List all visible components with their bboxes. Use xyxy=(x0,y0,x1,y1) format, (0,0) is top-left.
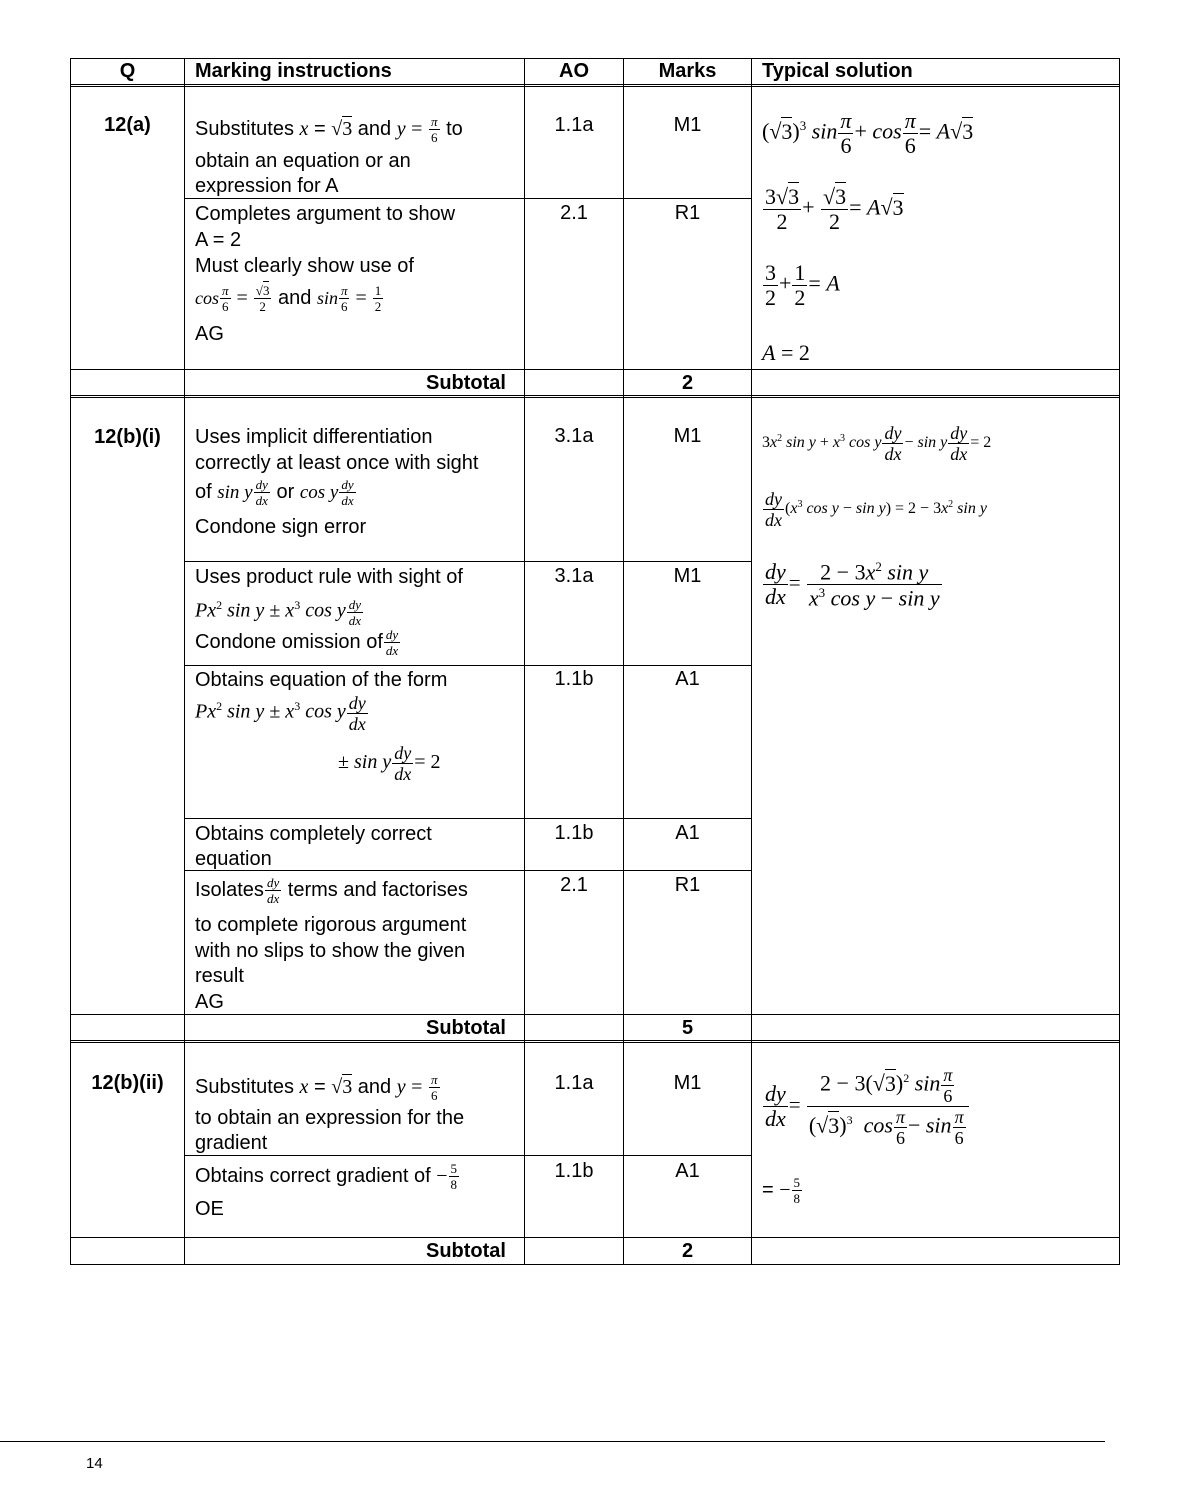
instruction-text: expression for A xyxy=(195,175,339,197)
ao-code: 3.1a xyxy=(554,565,594,587)
row-divider xyxy=(184,818,751,819)
instruction-text: Uses product rule with sight of xyxy=(195,566,463,588)
instruction-text: Substitutes x = √3 and y = $\frac{\pi}{6}$ to xyxy=(195,114,463,145)
subtotal-value: 2 xyxy=(681,372,694,394)
mark-code: A1 xyxy=(675,822,700,844)
solution-line: $\frac{3√3}{2}$ + $\frac{√3}{2}$ = A√3 xyxy=(765,184,904,234)
subtotal-top-rule xyxy=(70,1237,1120,1238)
subtotal-value: 2 xyxy=(681,1240,694,1262)
ao-code: 1.1a xyxy=(554,1072,594,1094)
instruction-text: equation xyxy=(195,848,272,870)
header-marks: Marks xyxy=(658,60,717,82)
instruction-math: Obtains correct gradient of − $\frac{5}{8}$ xyxy=(195,1161,458,1192)
instruction-text: result xyxy=(195,965,244,987)
mark-code: R1 xyxy=(674,874,701,896)
subtotal-bottom-rule xyxy=(70,1040,1120,1041)
mark-code: M1 xyxy=(673,425,702,447)
solution-line: $\frac{dy}{dx}$ ($x^3$ $\cos y - \sin y) = 2 - 3x^2$ sin y xyxy=(765,489,987,530)
instruction-text: A = 2 xyxy=(195,229,242,251)
instruction-text: AG xyxy=(195,323,224,345)
ao-code: 1.1a xyxy=(554,114,594,136)
instruction-text: with no slips to show the given xyxy=(195,940,466,962)
subtotal-bottom-rule-2 xyxy=(70,1042,1120,1043)
ao-code: 2.1 xyxy=(560,874,588,896)
subtotal-bottom-rule xyxy=(70,395,1120,396)
instruction-text: Must clearly show use of xyxy=(195,255,414,277)
row-divider xyxy=(184,1155,751,1156)
solution-line: $\frac{3}{2}$ + $\frac{1}{2}$ = A xyxy=(765,260,840,310)
solution-line: A = 2 xyxy=(762,340,810,365)
col-rule xyxy=(184,58,185,1265)
col-rule xyxy=(751,58,752,1265)
instruction-text: obtain an equation or an xyxy=(195,150,411,172)
instruction-text: Obtains equation of the form xyxy=(195,669,448,691)
subtotal-label: Subtotal xyxy=(426,372,506,394)
mark-code: A1 xyxy=(675,1160,700,1182)
ao-code: 1.1b xyxy=(554,822,594,844)
instruction-math: ± sin y $\frac{dy}{dx}$ = 2 xyxy=(338,743,441,784)
solution-line: $\frac{dy}{dx}$ = $\frac{2 - 3x^2 \sin y}{x^3 \cos y - \sin y}$ xyxy=(765,559,940,611)
footer-rule xyxy=(0,1441,1105,1442)
instruction-text: Obtains completely correct xyxy=(195,823,432,845)
subtotal-label: Subtotal xyxy=(426,1240,506,1262)
solution-line: $(√3)^3$ sin $\frac{\pi}{6}$ + cos $\frac{\pi}{6}$ = A√3 xyxy=(762,108,974,158)
instruction-math: Px$^2$ $\sin y \pm x^3$ cos y $\frac{dy}{dx}$ xyxy=(195,692,366,734)
table-border-bottom xyxy=(70,1264,1120,1265)
instruction-text: Uses implicit differentiation xyxy=(195,426,433,448)
mark-code: M1 xyxy=(673,565,702,587)
header-bottom-rule-2 xyxy=(70,86,1120,87)
mark-code: M1 xyxy=(673,114,702,136)
instruction-math: Substitutes x = √3 and y = $\frac{\pi}{6}$ xyxy=(195,1072,438,1103)
mark-code: R1 xyxy=(674,202,701,224)
solution-line: = − $\frac{5}{8}$ xyxy=(762,1175,801,1206)
instruction-text: to complete rigorous argument xyxy=(195,914,467,936)
instruction-math: Px$^2$ $\sin y \pm x^3$ cos y $\frac{dy}{dx}$ xyxy=(195,596,362,628)
instruction-text: to obtain an expression for the xyxy=(195,1107,465,1129)
header-ao: AO xyxy=(559,60,589,82)
header-bottom-rule xyxy=(70,84,1120,85)
subtotal-label: Subtotal xyxy=(426,1017,506,1039)
solution-line: $\frac{dy}{dx}$ = $2 - 3(√3)^2$ sin $\frac{\pi}{6}$ $(√3)^3$ cos $\frac{\pi}{6}$ − sin $\frac{\pi}{6}$ xyxy=(762,1066,970,1147)
instruction-text: gradient xyxy=(195,1132,268,1154)
instruction-text: AG xyxy=(195,991,224,1013)
page-number: 14 xyxy=(86,1455,103,1472)
mark-code: A1 xyxy=(675,668,700,690)
instruction-math: Condone omission of $\frac{dy}{dx}$ xyxy=(195,627,399,658)
instruction-text: Completes argument to show xyxy=(195,203,456,225)
header-marking-instructions: Marking instructions xyxy=(195,60,392,82)
instruction-math: cos $\frac{\pi}{6}$ = $\frac{√3}{2}$ and sin $\frac{\pi}{6}$ = $\frac{1}{2}$ xyxy=(195,283,382,314)
subtotal-value: 5 xyxy=(681,1017,694,1039)
header-typical-solution: Typical solution xyxy=(762,60,913,82)
mark-code: M1 xyxy=(673,1072,702,1094)
solution-line: $3x^2$ $\sin y + x^3$ cos y $\frac{dy}{dx}$ − sin y $\frac{dy}{dx}$ = 2 xyxy=(762,423,992,464)
subtotal-bottom-rule-2 xyxy=(70,397,1120,398)
ao-code: 1.1b xyxy=(554,1160,594,1182)
instruction-text: correctly at least once with sight xyxy=(195,452,479,474)
question-id: 12(b)(i) xyxy=(94,426,161,448)
instruction-math: of sin y $\frac{dy}{dx}$ or cos y $\frac{dy}{dx}$ xyxy=(195,477,354,508)
subtotal-top-rule xyxy=(70,369,1120,370)
ao-code: 2.1 xyxy=(560,202,588,224)
instruction-text: OE xyxy=(195,1198,224,1220)
question-id: 12(b)(ii) xyxy=(91,1072,164,1094)
header-q: Q xyxy=(119,60,136,82)
col-rule xyxy=(1119,58,1120,1265)
ao-code: 3.1a xyxy=(554,425,594,447)
instruction-math: Isolates $\frac{dy}{dx}$ terms and factorises xyxy=(195,875,468,906)
question-id: 12(a) xyxy=(104,114,151,136)
instruction-text: Condone sign error xyxy=(195,516,367,538)
ao-code: 1.1b xyxy=(554,668,594,690)
subtotal-top-rule xyxy=(70,1014,1120,1015)
row-divider xyxy=(184,561,751,562)
